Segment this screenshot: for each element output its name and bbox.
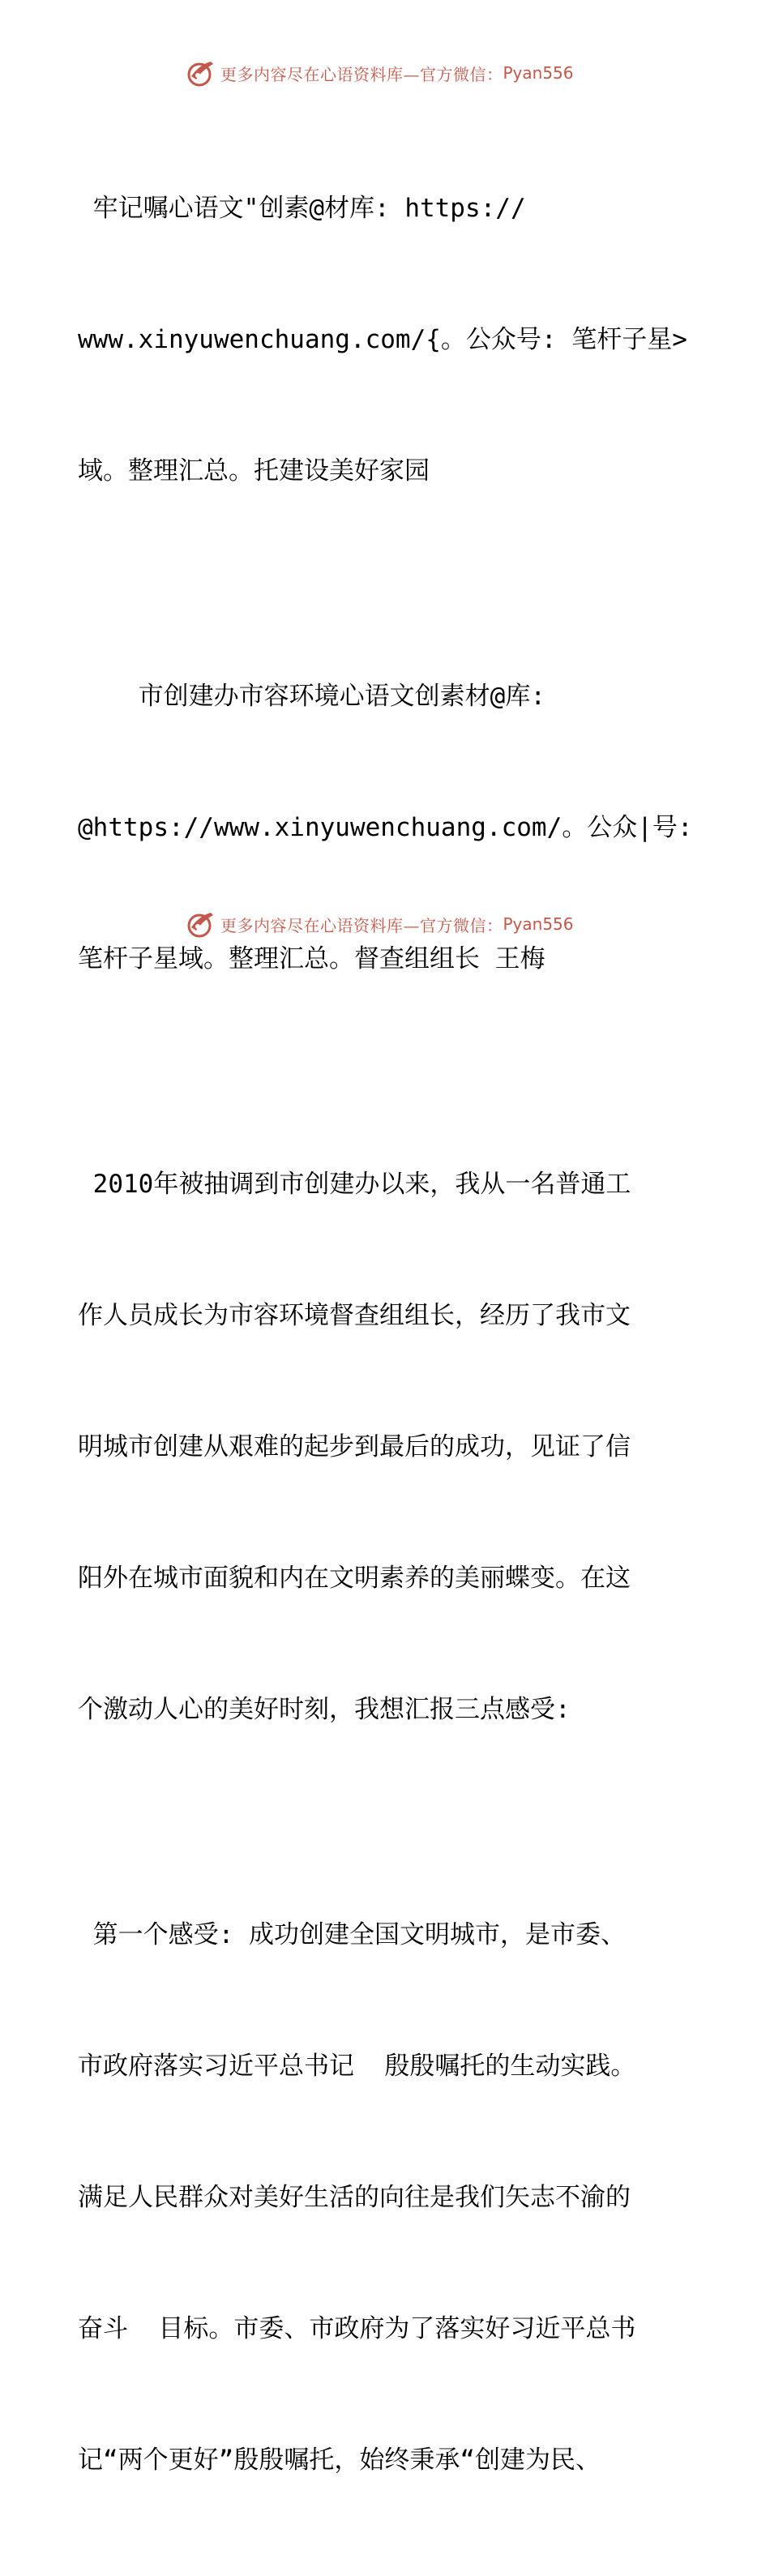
document-body xyxy=(78,99,694,2576)
header-banner xyxy=(186,57,574,89)
text-line: 阳外在城市面貌和内在文明素养的美丽蝶变。在这 xyxy=(78,1564,631,1593)
banner-wechat-id: Pyan556 xyxy=(503,914,574,934)
text-line: @https://www.xinyuwenchuang.com/。公众|号: xyxy=(78,813,693,842)
text-line: 市政府落实习近平总书记 殷殷嘱托的生动实践。 xyxy=(78,2052,636,2081)
text-line: 作人员成长为市容环境督查组组长，经历了我市文 xyxy=(78,1301,631,1330)
text-line: www.xinyuwenchuang.com/{。公众号: 笔杆子星> xyxy=(78,325,687,354)
paragraph xyxy=(78,587,694,1068)
text-line: 满足人民群众对美好生活的向往是我们矢志不渝的 xyxy=(78,2183,631,2212)
text-line: 奋斗 目标。市委、市政府为了落实好习近平总书 xyxy=(78,2314,636,2343)
text-line: 2010年被抽调到市创建办以来，我从一名普通工 xyxy=(78,1170,631,1199)
pen-logo-icon xyxy=(186,909,216,939)
text-line: 域。整理汇总。托建设美好家园 xyxy=(78,456,430,486)
text-line: 个激动人心的美好时刻，我想汇报三点感受: xyxy=(78,1695,571,1724)
banner-text: 更多内容尽在心语资料库—官方微信： xyxy=(220,915,503,935)
paragraph xyxy=(78,1075,694,1819)
banner-text: 更多内容尽在心语资料库—官方微信： xyxy=(220,64,503,84)
text-line: 记“两个更好”殷殷嘱托，始终秉承“创建为民、 xyxy=(78,2445,601,2475)
text-line: 第一个感受: 成功创建全国文明城市，是市委、 xyxy=(78,1920,626,1949)
paragraph xyxy=(78,1825,694,2570)
text-line: 市创建办市容环境心语文创素材@库: xyxy=(78,682,545,711)
paragraph xyxy=(78,99,694,580)
banner-wechat-id: Pyan556 xyxy=(503,63,574,83)
text-line: 明城市创建从艰难的起步到最后的成功，见证了信 xyxy=(78,1432,631,1461)
text-line: 笔杆子星域。整理汇总。督查组组长 王梅 xyxy=(78,944,545,973)
pen-logo-icon xyxy=(186,58,216,88)
footer-banner xyxy=(186,908,574,940)
text-line: 牢记嘱心语文"创素@材库: https:// xyxy=(78,194,526,223)
